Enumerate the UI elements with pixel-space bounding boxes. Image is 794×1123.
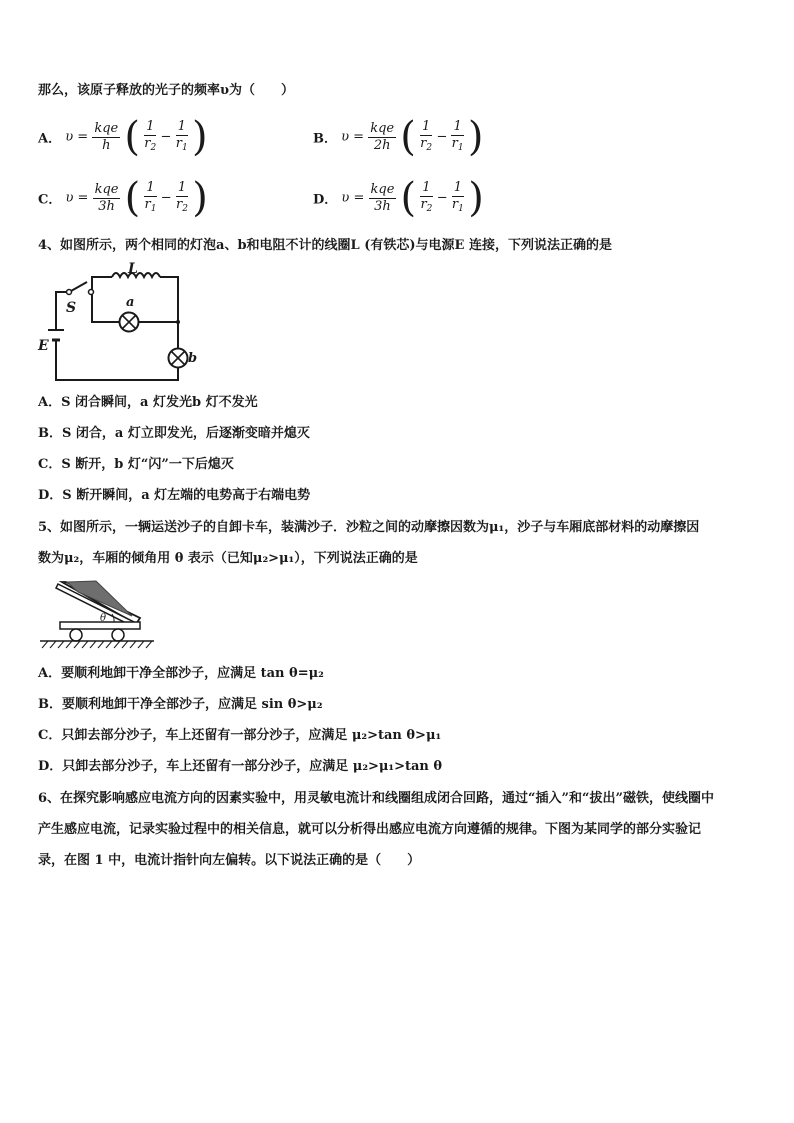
- right-paren: ): [192, 175, 208, 221]
- q5-option-b[interactable]: B．要顺利地卸干净全部沙子，应满足 sin θ>μ₂: [38, 697, 323, 712]
- coefficient-fraction: $\frac{\text{kqe}}{3h}$: [94, 181, 119, 214]
- reciprocal-2: $\frac{1}{r_2}$: [176, 179, 188, 214]
- q3-option-a[interactable]: [38, 114, 208, 160]
- option-label: B．: [313, 131, 337, 147]
- q6-stem-line3: 录，在图 1 中，电流计指针向左偏转。以下说法正确的是（ ）: [38, 853, 421, 868]
- coefficient-fraction: $\frac{\text{kqe}}{2h}$: [370, 120, 395, 153]
- minus-sign: −: [436, 129, 448, 145]
- left-paren: (: [400, 114, 416, 160]
- minus-sign: −: [160, 190, 172, 206]
- q5-stem-line2: 数为μ₂，车厢的倾角用 θ 表示（已知μ₂>μ₁），下列说法正确的是: [38, 551, 418, 566]
- q3-option-b[interactable]: [313, 114, 484, 160]
- option-label: D．: [313, 192, 338, 208]
- q5-option-a[interactable]: A．要顺利地卸干净全部沙子，应满足 tan θ=μ₂: [38, 666, 324, 681]
- left-paren: (: [124, 175, 141, 221]
- left-paren: (: [400, 175, 417, 221]
- label-theta: θ: [100, 613, 107, 624]
- minus-sign: −: [436, 190, 448, 206]
- label-L: L: [128, 261, 138, 277]
- circuit-diagram: [36, 262, 196, 388]
- q4-option-d[interactable]: D．S 断开瞬间，a 灯左端的电势高于右端电势: [38, 488, 311, 503]
- formula-lhs: υ =: [341, 129, 365, 145]
- reciprocal-1: $\frac{1}{r_2}$: [420, 179, 433, 214]
- reciprocal-1: $\frac{1}{r_2}$: [144, 118, 157, 153]
- reciprocal-1: $\frac{1}{r_1}$: [144, 179, 157, 214]
- q3-option-c[interactable]: [38, 175, 208, 221]
- q6-stem-line2: 产生感应电流，记录实验过程中的相关信息，就可以分析得出感应电流方向遵循的规律。下图为某同学的部分实验记: [38, 822, 702, 837]
- q4-option-a[interactable]: A．S 闭合瞬间，a 灯发光b 灯不发光: [38, 395, 258, 410]
- label-S: S: [66, 300, 77, 316]
- q3-stem: 那么，该原子释放的光子的频率υ为（ ）: [38, 83, 295, 98]
- formula-lhs: υ =: [65, 129, 89, 145]
- q5-option-d[interactable]: D．只卸去部分沙子，车上还留有一部分沙子，应满足 μ₂>μ₁>tan θ: [38, 759, 443, 774]
- q3-option-d[interactable]: [313, 175, 484, 221]
- coefficient-fraction: $\frac{\text{kqe}}{3h}$: [370, 181, 395, 214]
- q5-option-c[interactable]: C．只卸去部分沙子，车上还留有一部分沙子，应满足 μ₂>tan θ>μ₁: [38, 728, 442, 743]
- reciprocal-2: $\frac{1}{r_1}$: [451, 179, 464, 214]
- left-paren: (: [124, 114, 140, 160]
- q4-option-c[interactable]: C．S 断开，b 灯“闪”一下后熄灭: [38, 457, 234, 472]
- q4-option-b[interactable]: B．S 闭合，a 灯立即发光，后逐渐变暗并熄灭: [38, 426, 310, 441]
- reciprocal-2: $\frac{1}{r_1}$: [451, 118, 464, 153]
- q6-stem-line1: 6、在探究影响感应电流方向的因素实验中，用灵敏电流计和线圈组成闭合回路，通过“插入”和“拔出”磁铁，使线圈中: [38, 791, 714, 806]
- formula-lhs: υ =: [341, 190, 365, 206]
- right-paren: ): [468, 175, 484, 221]
- option-label: A．: [38, 131, 62, 147]
- formula-lhs: υ =: [65, 190, 89, 206]
- coefficient-fraction: $\frac{\text{kqe}}{h}$: [94, 120, 119, 153]
- right-paren: ): [467, 114, 484, 160]
- dump-truck-diagram: [38, 578, 156, 650]
- label-E: E: [38, 338, 49, 354]
- reciprocal-2: $\frac{1}{r_1}$: [175, 118, 188, 153]
- right-paren: ): [192, 114, 208, 160]
- reciprocal-1: $\frac{1}{r_2}$: [420, 118, 433, 153]
- q4-stem: 4、如图所示，两个相同的灯泡a、b和电阻不计的线圈L (有铁芯)与电源E 连接，下列说法正确的是: [38, 238, 612, 253]
- q5-stem-line1: 5、如图所示，一辆运送沙子的自卸卡车，装满沙子．沙粒之间的动摩擦因数为μ₁，沙子与车厢底部材料的动摩擦因: [38, 520, 700, 535]
- label-a: a: [126, 295, 135, 310]
- minus-sign: −: [160, 129, 172, 145]
- option-label: C．: [38, 192, 62, 208]
- label-b: b: [188, 351, 198, 366]
